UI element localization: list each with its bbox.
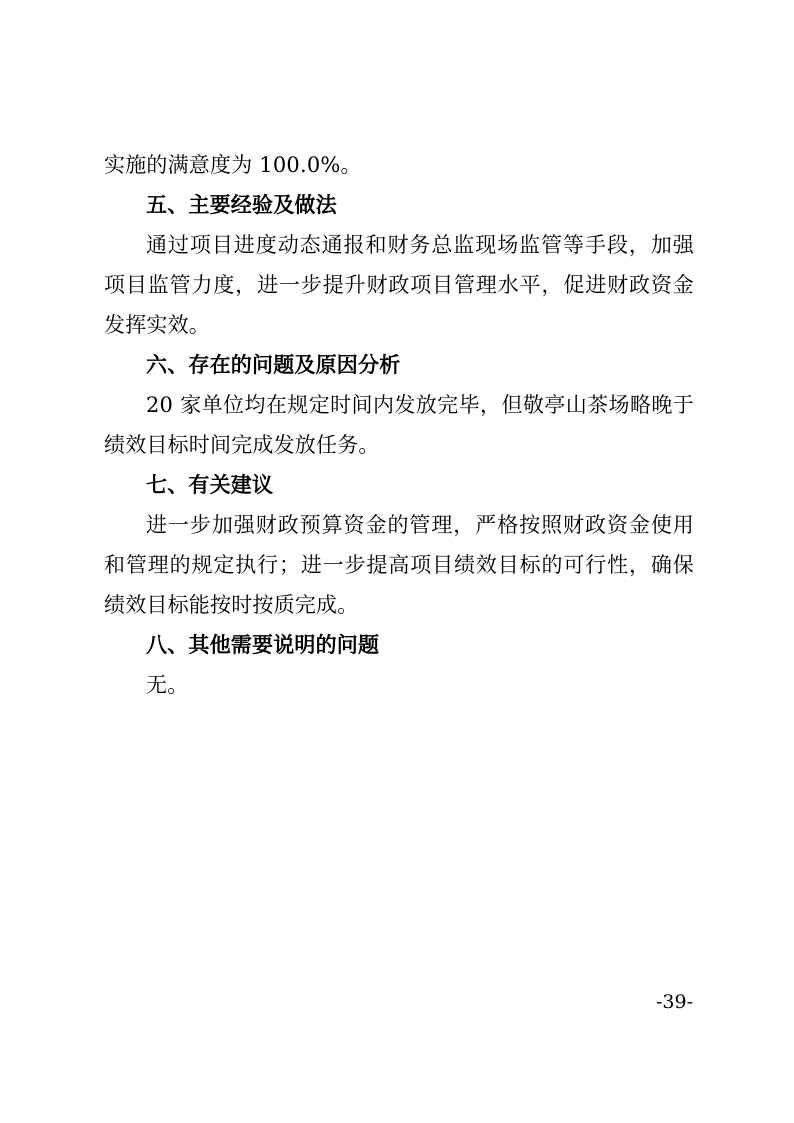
paragraph-experience: 通过项目进度动态通报和财务总监现场监管等手段，加强项目监管力度，进一步提升财政项目管理水平，促进财政资金发挥实效。	[104, 233, 694, 337]
paragraph-suggestions: 进一步加强财政预算资金的管理，严格按照财政资金使用和管理的规定执行；进一步提高项目绩效目标的可行性，确保绩效目标能按时按质完成。	[104, 513, 694, 617]
section-heading-other-issues: 八、其他需要说明的问题	[146, 633, 380, 657]
paragraph-problems: 20 家单位均在规定时间内发放完毕，但敬亭山茶场略晚于绩效目标时间完成发放任务。	[104, 393, 694, 457]
section-heading-suggestions: 七、有关建议	[146, 473, 274, 497]
page-number: -39-	[655, 991, 693, 1013]
section-heading-experience: 五、主要经验及做法	[146, 193, 337, 217]
paragraph-other-issues: 无。	[146, 673, 189, 697]
section-heading-problems: 六、存在的问题及原因分析	[146, 353, 401, 377]
paragraph-satisfaction-continuation: 实施的满意度为 100.0%。	[104, 153, 362, 177]
document-body	[104, 145, 694, 705]
